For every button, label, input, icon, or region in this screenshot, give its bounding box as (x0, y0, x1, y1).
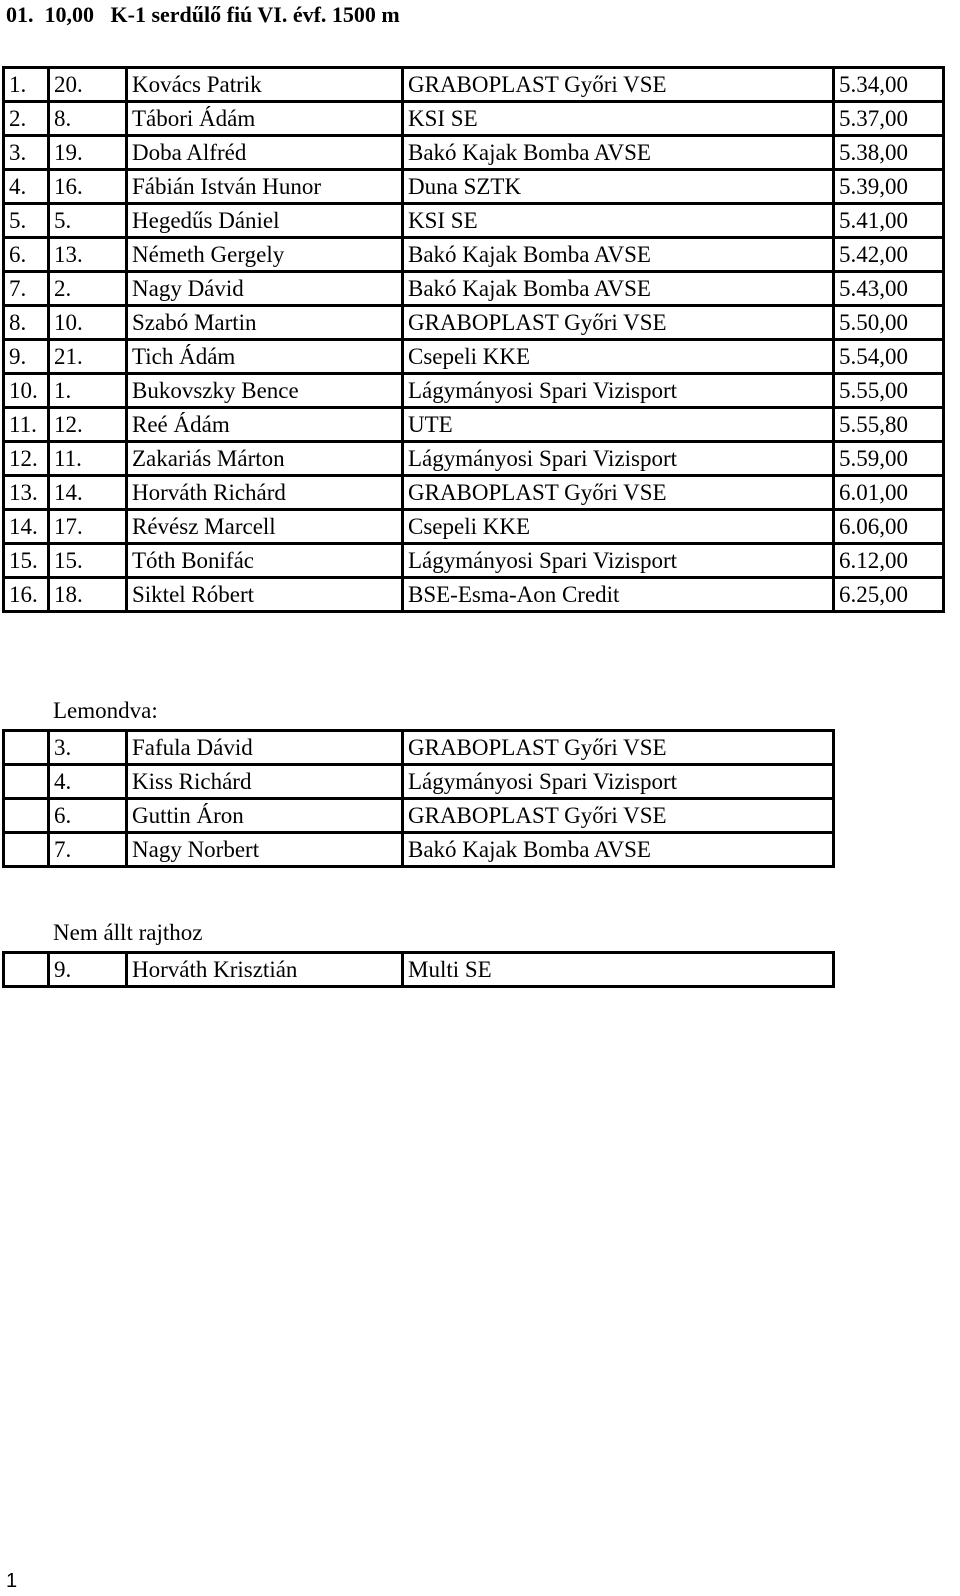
table-row (4, 833, 834, 867)
place-cell: 14. (4, 510, 49, 544)
club-cell: GRABOPLAST Győri VSE (403, 476, 834, 510)
name-cell: Fafula Dávid (127, 731, 403, 765)
event-title: K-1 serdűlő fiú VI. évf. 1500 m (110, 2, 400, 27)
table-row (4, 544, 944, 578)
club-cell: UTE (403, 408, 834, 442)
table-row (4, 170, 944, 204)
table-row (4, 476, 944, 510)
bib-cell: 11. (49, 442, 127, 476)
event-heading (6, 0, 400, 30)
name-cell: Reé Ádám (127, 408, 403, 442)
bib-cell: 1. (49, 374, 127, 408)
name-cell: Guttin Áron (127, 799, 403, 833)
bib-cell: 5. (49, 204, 127, 238)
table-row (4, 799, 834, 833)
place-cell (4, 731, 49, 765)
results-table (2, 66, 945, 613)
place-cell: 3. (4, 136, 49, 170)
time-cell: 5.38,00 (834, 136, 944, 170)
club-cell: Lágymányosi Spari Vizisport (403, 544, 834, 578)
bib-cell: 3. (49, 731, 127, 765)
bib-cell: 20. (49, 68, 127, 102)
time-cell: 5.39,00 (834, 170, 944, 204)
withdrawn-table (2, 729, 835, 868)
time-cell: 6.01,00 (834, 476, 944, 510)
table-row (4, 578, 944, 612)
table-row (4, 374, 944, 408)
table-row (4, 272, 944, 306)
table-row (4, 340, 944, 374)
time-cell: 5.55,80 (834, 408, 944, 442)
bib-cell: 15. (49, 544, 127, 578)
page-number: 1 (6, 1570, 18, 1592)
bib-cell: 4. (49, 765, 127, 799)
name-cell: Nagy Norbert (127, 833, 403, 867)
club-cell: KSI SE (403, 102, 834, 136)
time-cell: 6.25,00 (834, 578, 944, 612)
place-cell: 2. (4, 102, 49, 136)
club-cell: Bakó Kajak Bomba AVSE (403, 272, 834, 306)
table-row (4, 731, 834, 765)
name-cell: Németh Gergely (127, 238, 403, 272)
place-cell: 11. (4, 408, 49, 442)
bib-cell: 6. (49, 799, 127, 833)
table-row (4, 408, 944, 442)
table-row (4, 68, 944, 102)
table-row (4, 442, 944, 476)
name-cell: Hegedűs Dániel (127, 204, 403, 238)
table-row (4, 510, 944, 544)
club-cell: KSI SE (403, 204, 834, 238)
place-cell: 9. (4, 340, 49, 374)
table-row (4, 765, 834, 799)
bib-cell: 14. (49, 476, 127, 510)
bib-cell: 10. (49, 306, 127, 340)
time-cell: 6.12,00 (834, 544, 944, 578)
bib-cell: 8. (49, 102, 127, 136)
club-cell: GRABOPLAST Győri VSE (403, 731, 834, 765)
name-cell: Horváth Richárd (127, 476, 403, 510)
club-cell: Multi SE (403, 953, 834, 987)
club-cell: GRABOPLAST Győri VSE (403, 799, 834, 833)
club-cell: Lágymányosi Spari Vizisport (403, 765, 834, 799)
place-cell: 4. (4, 170, 49, 204)
place-cell (4, 953, 49, 987)
bib-cell: 9. (49, 953, 127, 987)
name-cell: Doba Alfréd (127, 136, 403, 170)
club-cell: GRABOPLAST Győri VSE (403, 68, 834, 102)
name-cell: Bukovszky Bence (127, 374, 403, 408)
name-cell: Tóth Bonifác (127, 544, 403, 578)
club-cell: GRABOPLAST Győri VSE (403, 306, 834, 340)
dns-table (2, 951, 835, 988)
dns-label: Nem állt rajthoz (53, 920, 203, 945)
club-cell: Lágymányosi Spari Vizisport (403, 374, 834, 408)
time-cell: 5.42,00 (834, 238, 944, 272)
place-cell: 13. (4, 476, 49, 510)
place-cell: 6. (4, 238, 49, 272)
name-cell: Siktel Róbert (127, 578, 403, 612)
time-cell: 5.43,00 (834, 272, 944, 306)
name-cell: Kovács Patrik (127, 68, 403, 102)
place-cell: 5. (4, 204, 49, 238)
time-cell: 5.37,00 (834, 102, 944, 136)
table-row (4, 204, 944, 238)
name-cell: Fábián István Hunor (127, 170, 403, 204)
club-cell: Bakó Kajak Bomba AVSE (403, 833, 834, 867)
name-cell: Szabó Martin (127, 306, 403, 340)
time-cell: 5.59,00 (834, 442, 944, 476)
bib-cell: 12. (49, 408, 127, 442)
name-cell: Horváth Krisztián (127, 953, 403, 987)
table-row (4, 953, 834, 987)
event-number: 01. (6, 2, 34, 27)
place-cell: 16. (4, 578, 49, 612)
name-cell: Kiss Richárd (127, 765, 403, 799)
time-cell: 5.50,00 (834, 306, 944, 340)
name-cell: Nagy Dávid (127, 272, 403, 306)
time-cell: 5.41,00 (834, 204, 944, 238)
place-cell: 15. (4, 544, 49, 578)
place-cell (4, 833, 49, 867)
club-cell: BSE-Esma-Aon Credit (403, 578, 834, 612)
time-cell: 5.55,00 (834, 374, 944, 408)
club-cell: Bakó Kajak Bomba AVSE (403, 136, 834, 170)
club-cell: Csepeli KKE (403, 510, 834, 544)
place-cell: 7. (4, 272, 49, 306)
club-cell: Csepeli KKE (403, 340, 834, 374)
time-cell: 6.06,00 (834, 510, 944, 544)
withdrawn-label: Lemondva: (53, 698, 158, 723)
name-cell: Tábori Ádám (127, 102, 403, 136)
club-cell: Bakó Kajak Bomba AVSE (403, 238, 834, 272)
time-cell: 5.54,00 (834, 340, 944, 374)
name-cell: Tich Ádám (127, 340, 403, 374)
table-row (4, 136, 944, 170)
place-cell: 8. (4, 306, 49, 340)
bib-cell: 7. (49, 833, 127, 867)
place-cell: 1. (4, 68, 49, 102)
table-row (4, 238, 944, 272)
place-cell: 10. (4, 374, 49, 408)
bib-cell: 17. (49, 510, 127, 544)
bib-cell: 18. (49, 578, 127, 612)
club-cell: Lágymányosi Spari Vizisport (403, 442, 834, 476)
bib-cell: 21. (49, 340, 127, 374)
time-cell: 5.34,00 (834, 68, 944, 102)
bib-cell: 16. (49, 170, 127, 204)
bib-cell: 19. (49, 136, 127, 170)
bib-cell: 2. (49, 272, 127, 306)
name-cell: Zakariás Márton (127, 442, 403, 476)
event-time: 10,00 (44, 2, 94, 27)
bib-cell: 13. (49, 238, 127, 272)
table-row (4, 102, 944, 136)
table-row (4, 306, 944, 340)
place-cell: 12. (4, 442, 49, 476)
place-cell (4, 799, 49, 833)
name-cell: Révész Marcell (127, 510, 403, 544)
club-cell: Duna SZTK (403, 170, 834, 204)
place-cell (4, 765, 49, 799)
